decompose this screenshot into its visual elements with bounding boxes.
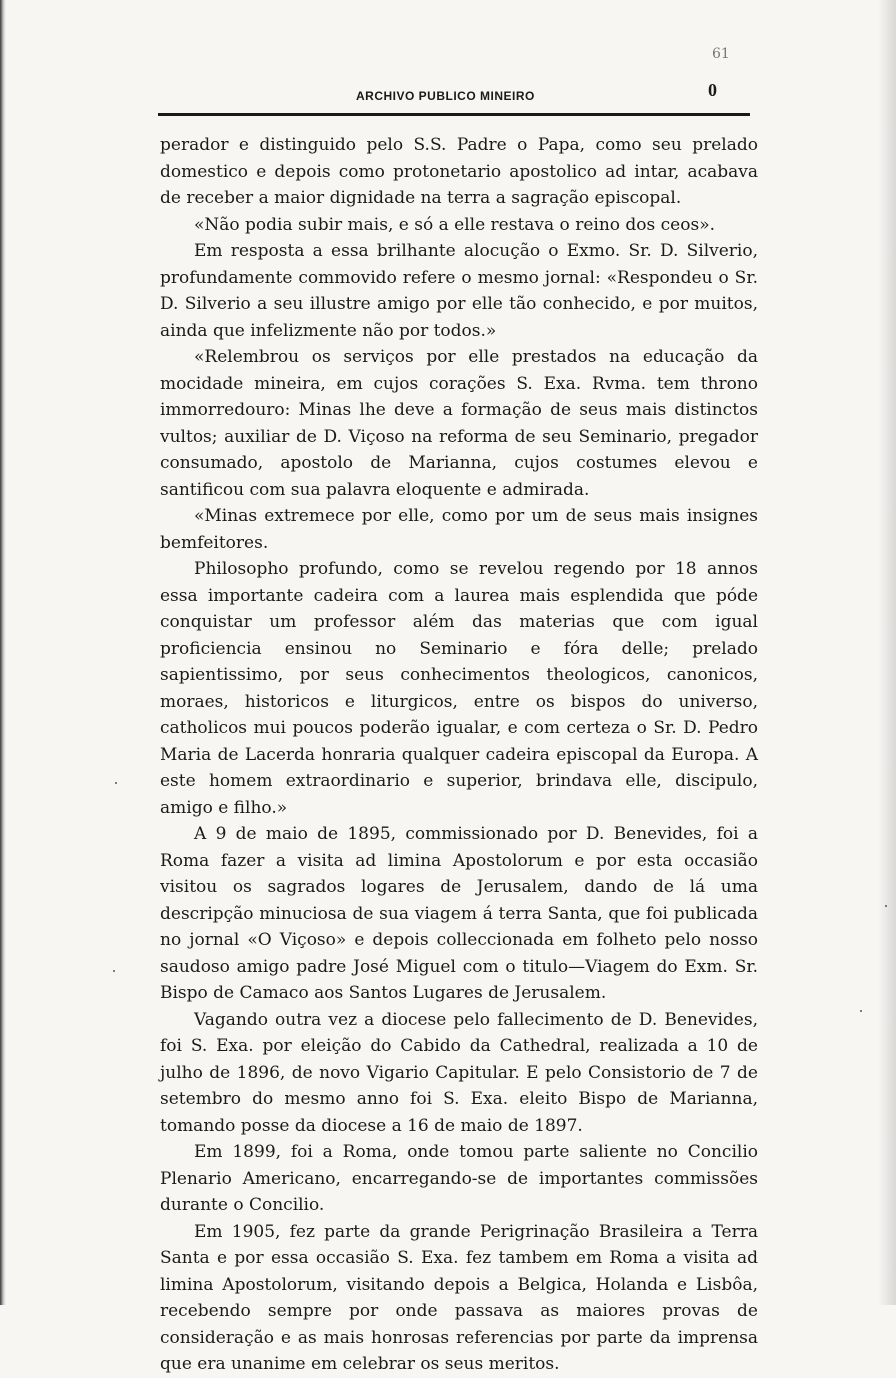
paper-speck	[113, 970, 115, 972]
paper-speck	[860, 1010, 862, 1012]
paragraph-9: Em 1899, foi a Roma, onde tomou parte saliente no Concilio Plenario Americano, encarregando-se de importantes commissões durante o Concilio.	[160, 1142, 758, 1215]
paragraph-4: «Relembrou os serviços por elle prestados na educação da mocidade mineira, em cujos corações S. Exa. Rvma. tem throno immorredouro: Minas lhe deve a formação de seus mais distinctos vultos; auxiliar de D. Viçoso na reforma de seu Seminario, pregador consumado, apostolo de Marianna, cujos costumes elevou e santificou com sua palavra eloquente e admirada.	[160, 347, 758, 500]
paragraph-5: «Minas extremece por elle, como por um de seus mais insignes bemfeitores.	[160, 506, 758, 553]
page-edge-left	[0, 0, 6, 1305]
paragraph-8: Vagando outra vez a diocese pelo fallecimento de D. Benevides, foi S. Exa. por eleição do Cabido da Cathedral, realizada a 10 de julho de 1896, de novo Vigario Capitular. E pelo Consistorio de 7 de setembro do mesmo anno foi S. Exa. eleito Bispo de Marianna, tomando posse da diocese a 16 de maio de 1897.	[160, 1009, 758, 1136]
paper-speck	[885, 905, 887, 907]
paragraph-7: A 9 de maio de 1895, commissionado por D. Benevides, foi a Roma fazer a visita ad limina Apostolorum e por esta occasião visitou os sagrados logares de Jerusalem, dando de lá uma descripção minuciosa de sua viagem á terra Santa, que foi publicada no jornal «O Viçoso» e depois colleccionada em folheto pelo nosso saudoso amigo padre José Miguel com o titulo—Viagem do Exm. Sr. Bispo de Camaco aos Santos Lugares de Jerusalem.	[160, 824, 758, 1003]
header-rule	[158, 113, 750, 116]
paragraph-1: perador e distinguido pelo S.S. Padre o Papa, como seu prelado domestico e depois como protonetario apostolico ad intar, acabava de receber a maior dignidade na terra a sagração episcopal.	[160, 135, 758, 208]
page-number: 0	[708, 80, 717, 100]
page-edge-right	[878, 0, 896, 1305]
running-header: ARCHIVO PUBLICO MINEIRO	[356, 89, 535, 103]
paragraph-3: Em resposta a essa brilhante alocução o Exmo. Sr. D. Silverio, profundamente commovido refere o mesmo jornal: «Respondeu o Sr. D. Silverio a seu illustre amigo por elle tão conhecido, e por muitos, ainda que infelizmente não por todos.»	[160, 241, 758, 341]
corner-mark: 61	[712, 46, 730, 62]
paragraph-10: Em 1905, fez parte da grande Perigrinação Brasileira a Terra Santa e por essa occasião S. Exa. fez tambem em Roma a visita ad limina Apostolorum, visitando depois a Belgica, Holanda e Lisbôa, recebendo sempre por onde passava as maiores provas de consideração e as mais honrosas referencias por parte da imprensa que era unanime em celebrar os seus meritos.	[160, 1221, 758, 1374]
paragraph-6: Philosopho profundo, como se revelou regendo por 18 annos essa importante cadeira com a laurea mais esplendida que póde conquistar um professor além das materias que com igual proficiencia ensinou no Seminario e fóra delle; prelado sapientissimo, por seus conhecimentos theologicos, canonicos, moraes, historicos e liturgicos, entre os bispos do universo, catholicos mui poucos poderão igualar, e com certeza o Sr. D. Pedro Maria de Lacerda honraria qualquer cadeira episcopal da Europa. A este homem extraordinario e superior, brindava elle, discipulo, amigo e filho.»	[160, 559, 758, 818]
body-text	[160, 132, 758, 1378]
paper-speck	[115, 782, 117, 784]
paragraph-2: «Não podia subir mais, e só a elle restava o reino dos ceos».	[194, 214, 715, 235]
